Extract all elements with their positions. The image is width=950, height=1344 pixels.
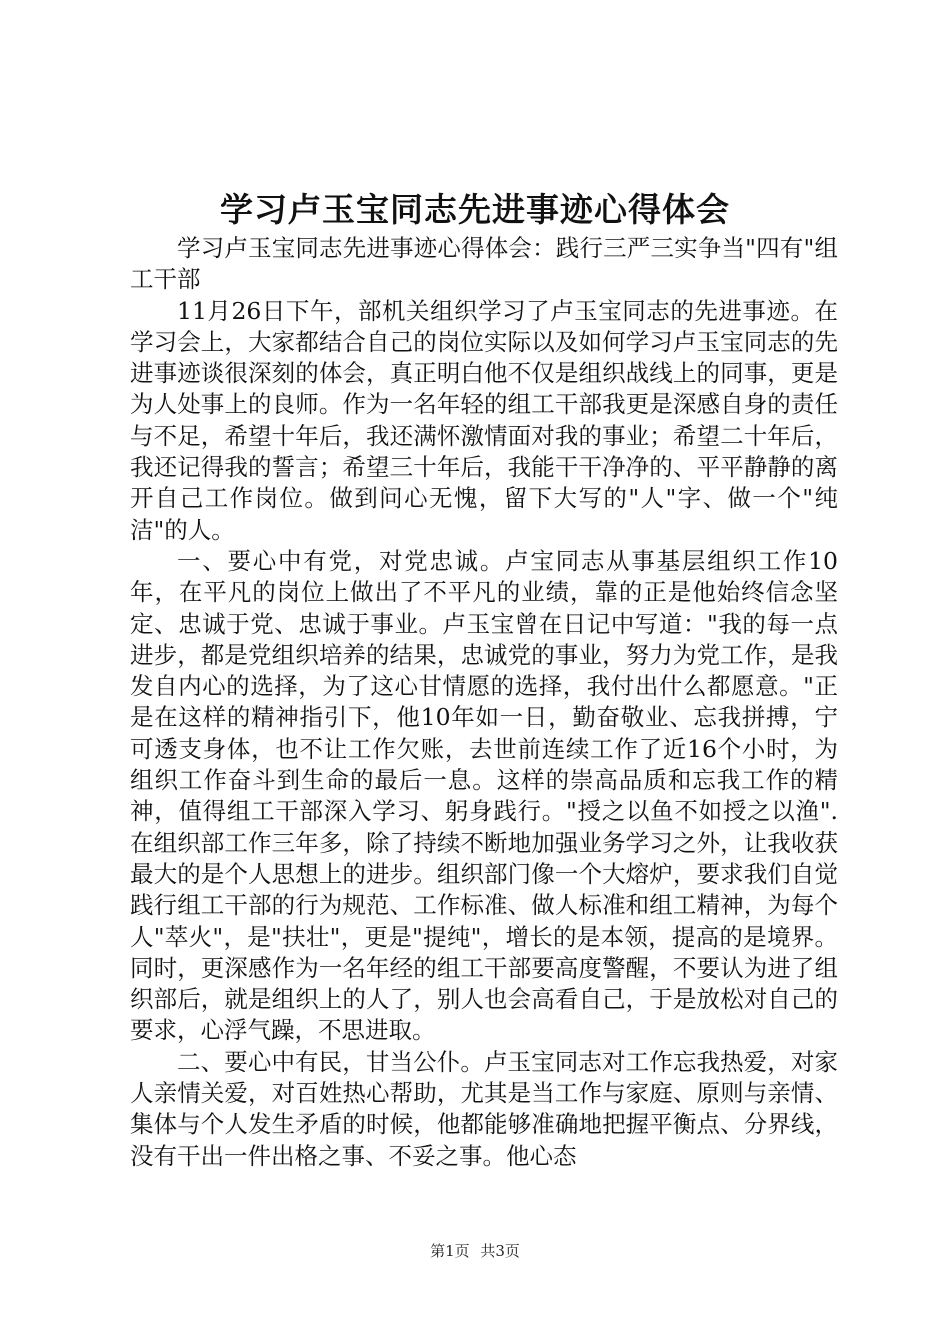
paragraph-section-one: 一、要心中有党，对党忠诚。卢宝同志从事基层组织工作10年，在平凡的岗位上做出了不平凡的业绩，靠的正是他始终信念坚定、忠诚于党、忠诚于事业。卢玉宝曾在日记中写道："我的每一点进步，都是党组织培养的结果，忠诚党的事业，努力为党工作，是我发自内心的选择，为了这心甘情愿的选择，我付出什么都愿意。"正是在这样的精神指引下，他10年如一日，勤奋敬业、忘我拼搏，宁可透支身体，也不让工作欠账，去世前连续工作了近16个小时，为组织工作奋斗到生命的最后一息。这样的崇高品质和忘我工作的精神，值得组工干部深入学习、躬身践行。"授之以鱼不如授之以渔".在组织部工作三年多，除了持续不断地加强业务学习之外，让我收获最大的是个人思想上的进步。组织部门像一个大熔炉，要求我们自觉践行组工干部的行为规范、工作标准、做人标准和组工精神，为每个人"萃火"，是"扶壮"，更是"提纯"，增长的是本领，提高的是境界。同时，更深感作为一名年经的组工干部要高度警醒，不要认为进了组织部后，就是组织上的人了，别人也会高看自己，于是放松对自己的要求，心浮气躁，不思进取。 (130, 546, 838, 1045)
document-title: 学习卢玉宝同志先进事迹心得体会 (220, 190, 730, 229)
paragraph-subtitle: 学习卢玉宝同志先进事迹心得体会：践行三严三实争当"四有"组工干部 (130, 234, 838, 294)
paragraph-section-two: 二、要心中有民，甘当公仆。卢玉宝同志对工作忘我热爱，对家人亲情关爱，对百姓热心帮助，尤其是当工作与家庭、原则与亲情、集体与个人发生矛盾的时候，他都能够准确地把握平衡点、分界线，没有干出一件出格之事、不妥之事。他心态 (130, 1047, 838, 1170)
page-total: 共3页 (480, 1242, 520, 1260)
page-footer (0, 1241, 950, 1261)
paragraph-intro: 11月26日下午，部机关组织学习了卢玉宝同志的先进事迹。在学习会上，大家都结合自己的岗位实际以及如何学习卢玉宝同志的先进事迹谈很深刻的体会，真正明白他不仅是组织战线上的同事，更是为人处事上的良师。作为一名年轻的组工干部我更是深感自身的责任与不足，希望十年后，我还满怀激情面对我的事业；希望二十年后，我还记得我的誓言；希望三十年后，我能干干净净的、平平静静的离开自己工作岗位。做到问心无愧，留下大写的"人"字、做一个"纯洁"的人。 (130, 296, 838, 544)
page-number: 第1页 (430, 1242, 470, 1260)
document-body (130, 233, 838, 1172)
